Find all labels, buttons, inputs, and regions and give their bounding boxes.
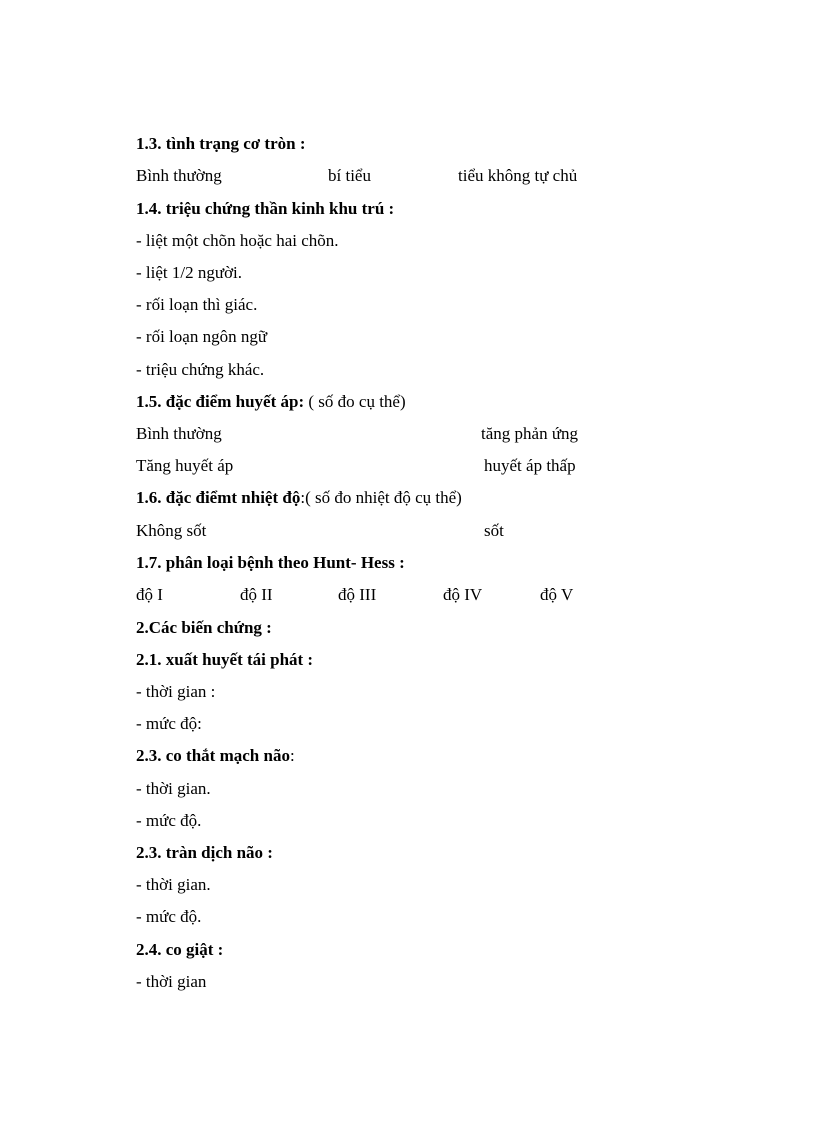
list-item: - rối loạn ngôn ngữ [136,327,268,346]
option-reactive-increase: tăng phản ứng [481,424,579,443]
option-no-fever: Không sốt [136,521,207,540]
section-2-4-heading: 2.4. co giật : [136,940,224,959]
section-2-3-hydrocephalus-heading: 2.3. tràn dịch não : [136,843,273,862]
list-item: - mức độ: [136,714,202,733]
section-1-6-heading-row [136,486,462,510]
option-fever: sốt [484,521,504,540]
option-hypotension: huyết áp thấp [484,456,576,475]
option-normal-bp: Bình thường [136,424,222,443]
option-normal: Bình thường [136,166,222,185]
section-2-3-vasospasm-colon: : [289,746,295,765]
list-item: - rối loạn thì giác. [136,295,258,314]
list-item: - mức độ. [136,907,202,926]
list-item: - mức độ. [136,811,202,830]
list-item: - liệt một chõn hoặc hai chõn. [136,231,339,250]
list-item: - thời gian. [136,779,211,798]
list-item: - thời gian : [136,682,216,701]
section-1-5-heading: 1.5. đặc điểm huyết áp: [136,392,305,411]
section-1-3-heading: 1.3. tình trạng cơ tròn : [136,134,306,153]
section-1-5-heading-row [136,390,406,414]
grade-5: độ V [540,585,574,604]
section-2-1-heading: 2.1. xuất huyết tái phát : [136,650,314,669]
section-2-3-vasospasm-heading: 2.3. co thắt mạch não [136,746,290,765]
section-1-6-heading: 1.6. đặc điểmt nhiệt độ [136,488,301,507]
list-item: - thời gian. [136,875,211,894]
grade-3: độ III [338,585,377,604]
section-1-4-heading: 1.4. triệu chứng thần kinh khu trú : [136,199,395,218]
list-item: - liệt 1/2 người. [136,263,243,282]
section-1-6-note: :( số đo nhiệt độ cụ thể) [300,488,462,507]
option-hypertension: Tăng huyết áp [136,456,234,475]
grade-2: độ II [240,585,273,604]
option-incontinence: tiểu không tự chủ [458,166,578,185]
section-1-7-heading: 1.7. phân loại bệnh theo Hunt- Hess : [136,553,405,572]
section-1-5-note: ( số đo cụ thể) [304,392,406,411]
grade-4: độ IV [443,585,483,604]
option-urinary-retention: bí tiểu [328,166,371,185]
section-2-heading: 2.Các biến chứng : [136,618,272,637]
section-2-3-vasospasm-heading-row [136,744,295,768]
list-item: - triệu chứng khác. [136,360,265,379]
list-item: - thời gian [136,972,207,991]
grade-1: độ I [136,585,163,604]
